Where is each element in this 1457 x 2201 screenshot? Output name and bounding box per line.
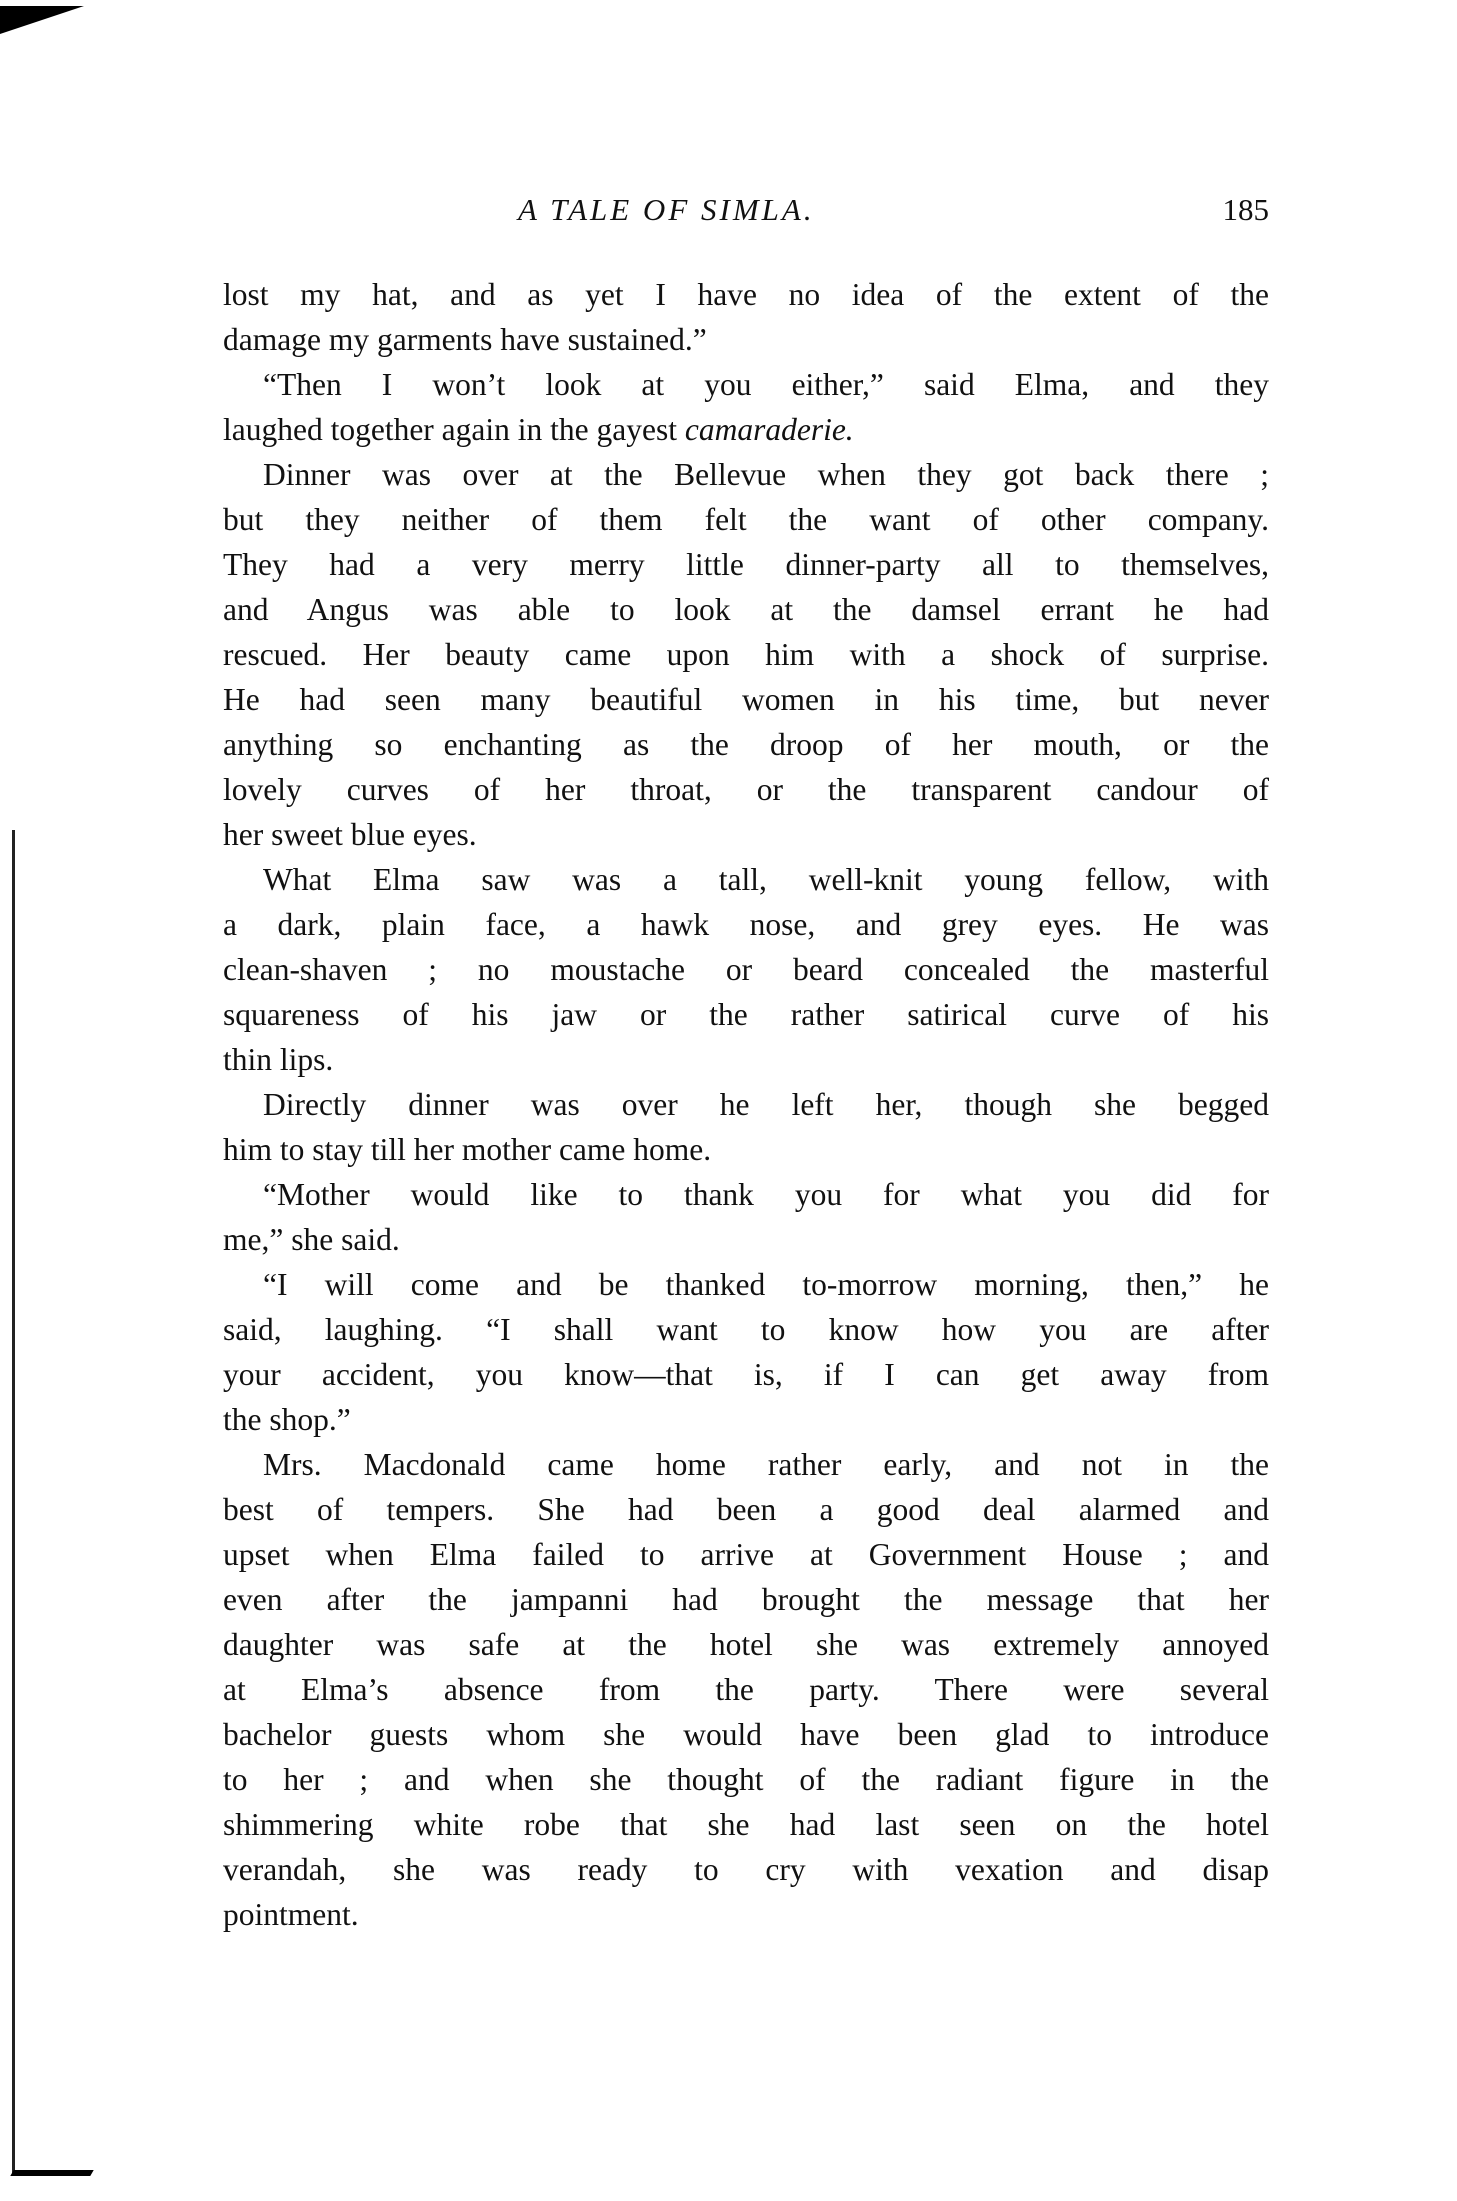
text-line: What Elma saw was a tall, well-knit young fellow, with (263, 862, 1269, 897)
text-line: He had seen many beautiful women in his time, but never (223, 682, 1269, 717)
page-edge-foot (10, 2170, 93, 2176)
italic-word: camaraderie. (684, 412, 854, 447)
text-line: best of tempers. She had been a good deal alarmed and (223, 1492, 1269, 1527)
page-corner-mark (0, 6, 84, 34)
text-line: at Elma’s absence from the party. There were several (223, 1672, 1269, 1707)
text-line: “Then I won’t look at you either,” said Elma, and they (263, 367, 1269, 402)
text-line: damage my garments have sustained.” (223, 322, 707, 357)
text-line: thin lips. (223, 1042, 334, 1077)
running-title: A TALE OF SIMLA. (518, 192, 815, 227)
text-line: Mrs. Macdonald came home rather early, and not in the (263, 1447, 1269, 1482)
text-line: lovely curves of her throat, or the transparent candour of (223, 772, 1269, 807)
text-line: even after the jampanni had brought the message that her (223, 1582, 1269, 1617)
text-line: “Mother would like to thank you for what you did for (263, 1177, 1269, 1212)
text-line: but they neither of them felt the want of other company. (223, 502, 1269, 537)
text-line: bachelor guests whom she would have been glad to introduce (223, 1717, 1269, 1752)
text-line: and Angus was able to look at the damsel errant he had (223, 592, 1269, 627)
text-line: pointment. (223, 1897, 359, 1932)
text-line: her sweet blue eyes. (223, 817, 477, 852)
text-line: rescued. Her beauty came upon him with a shock of surprise. (223, 637, 1269, 672)
text-line: anything so enchanting as the droop of her mouth, or the (223, 727, 1269, 762)
text-line: lost my hat, and as yet I have no idea of the extent of the (223, 277, 1269, 312)
text-line: me,” she said. (223, 1222, 400, 1257)
text-line: your accident, you know—that is, if I can get away from (223, 1357, 1269, 1392)
text-line: “I will come and be thanked to-morrow morning, then,” he (263, 1267, 1269, 1302)
text-line: Directly dinner was over he left her, though she begged (263, 1087, 1269, 1122)
text-line: him to stay till her mother came home. (223, 1132, 712, 1167)
text-line: clean-shaven ; no moustache or beard concealed the masterful (223, 952, 1269, 987)
text-line: said, laughing. “I shall want to know how you are after (223, 1312, 1269, 1347)
text-line: Dinner was over at the Bellevue when they got back there ; (263, 457, 1269, 492)
page-header (223, 192, 1269, 242)
text-line: the shop.” (223, 1402, 351, 1437)
text-line: a dark, plain face, a hawk nose, and grey eyes. He was (223, 907, 1269, 942)
text-line: to her ; and when she thought of the radiant figure in the (223, 1762, 1269, 1797)
page-number: 185 (1222, 192, 1269, 227)
text-line: They had a very merry little dinner-party all to themselves, (223, 547, 1269, 582)
page-edge-line (12, 830, 15, 2175)
text-line: squareness of his jaw or the rather satirical curve of his (223, 997, 1269, 1032)
body-text (223, 272, 1269, 1937)
text-line: daughter was safe at the hotel she was extremely annoyed (223, 1627, 1269, 1662)
text-line: upset when Elma failed to arrive at Government House ; and (223, 1537, 1269, 1572)
text-line: shimmering white robe that she had last seen on the hotel (223, 1807, 1269, 1842)
text-line: verandah, she was ready to cry with vexation and disap (223, 1852, 1269, 1887)
text-line: laughed together again in the gayest camaraderie. (223, 412, 854, 447)
